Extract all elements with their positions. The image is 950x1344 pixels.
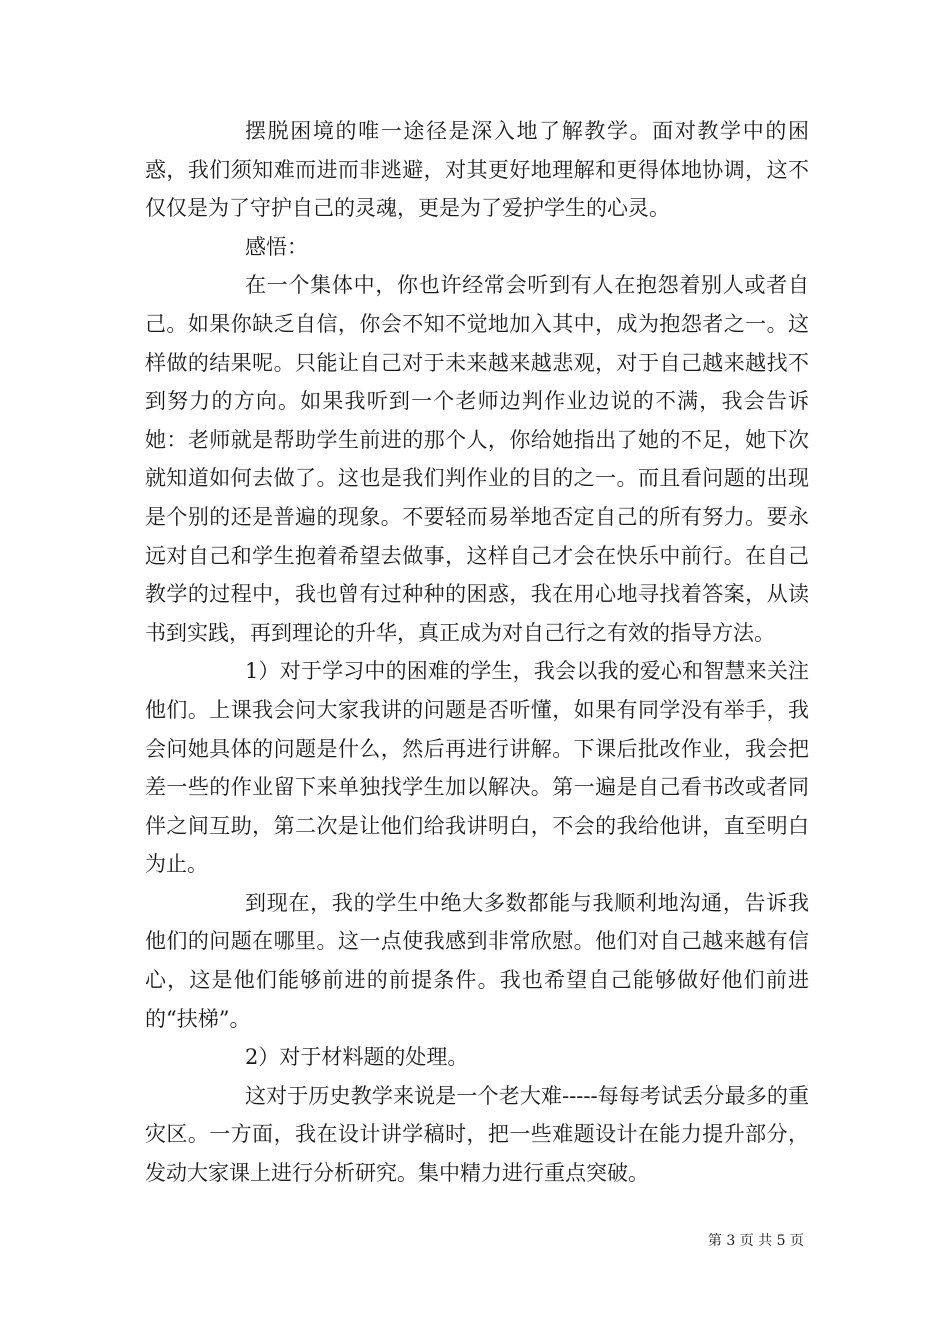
paragraph: 到现在，我的学生中绝大多数都能与我顺利地沟通，告诉我他们的问题在哪里。这一点使我感到非常欣慰。他们对自己越来越有信心，这是他们能够前进的前提条件。我也希望自己能够做好他们前进的“扶梯”。: [145, 890, 809, 1031]
page-number: 第 3 页 共 5 页: [707, 1233, 804, 1249]
list-heading: 2）对于材料题的处理。: [245, 1045, 469, 1070]
paragraph: 这对于历史教学来说是一个老大难-----每每考试丢分最多的重灾区。一方面，我在设计讲学稿时，把一些难题设计在能力提升部分，发动大家课上进行分析研究。集中精力进行重点突破。: [145, 1083, 809, 1186]
section-heading: 感悟：: [245, 234, 308, 259]
paragraph: 摆脱困境的唯一途径是深入地了解教学。面对教学中的困惑，我们须知难而进而非逃避，对其更好地理解和更得体地协调，这不仅仅是为了守护自己的灵魂，更是为了爱护学生的心灵。: [145, 119, 809, 221]
document-body: [145, 112, 809, 1193]
paragraph: 1）对于学习中的困难的学生，我会以我的爱心和智慧来关注他们。上课我会问大家我讲的问题是否听懂，如果有同学没有举手，我会问她具体的问题是什么，然后再进行讲解。下课后批改作业，我会把差一些的作业留下来单独找学生加以解决。第一遍是自己看书改或者同伴之间互助，第二次是让他们给我讲明白，不会的我给他讲，直至明白为止。: [145, 659, 809, 877]
paragraph: 在一个集体中，你也许经常会听到有人在抱怨着别人或者自己。如果你缺乏自信，你会不知不觉地加入其中，成为抱怨者之一。这样做的结果呢。只能让自己对于未来越来越悲观，对于自己越来越找不到努力的方向。如果我听到一个老师边判作业边说的不满，我会告诉她：老师就是帮助学生前进的那个人，你给她指出了她的不足，她下次就知道如何去做了。这也是我们判作业的目的之一。而且看问题的出现是个别的还是普遍的现象。不要轻而易举地否定自己的所有努力。要永远对自己和学生抱着希望去做事，这样自己才会在快乐中前行。在自己教学的过程中，我也曾有过种种的困惑，我在用心地寻找着答案，从读书到实践，再到理论的升华，真正成为对自己行之有效的指导方法。: [145, 273, 809, 645]
